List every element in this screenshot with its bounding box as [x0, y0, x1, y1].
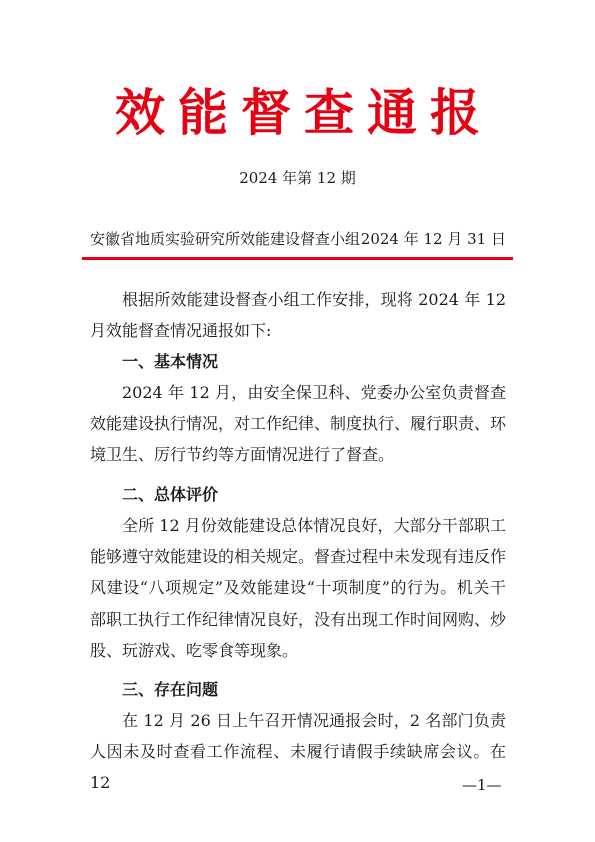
issuing-organization: 安徽省地质实验研究所效能建设督查小组 — [90, 230, 361, 248]
issue-number: 2024 年第 12 期 — [239, 169, 356, 187]
section-heading-evaluation: 二、总体评价 — [122, 485, 219, 504]
page-number: —1— — [462, 776, 502, 794]
masthead-title: 效能督查通报 — [115, 83, 493, 142]
section-text-evaluation: 全所 12 月份效能建设总体情况良好，大部分干部职工能够遵守效能建设的相关规定。督查过程中未发现有违反作风建设“八项规定”及效能建设“十项制度”的行为。机关干部职工执行工作纪律情况良好，没有出现工作时间网购、炒股、玩游戏、吃零食等现象。 — [90, 516, 507, 660]
issue-date: 2024 年 12 月 31 日 — [360, 230, 506, 248]
section-text-issues: 在 12 月 26 日上午召开情况通报会时，2 名部门负责人因未及时查看工作流程、未履行请假手续缺席会议。在 12 — [90, 711, 506, 793]
intro-paragraph: 根据所效能建设督查小组工作安排，现将 2024 年 12 月效能督查情况通报如下: — [90, 290, 506, 341]
section-text-basic: 2024 年 12 月，由安全保卫科、党委办公室负责督查效能建设执行情况，对工作纪律、制度执行、履行职责、环境卫生、厉行节约等方面情况进行了督查。 — [90, 383, 507, 465]
red-divider-line — [82, 257, 513, 260]
section-heading-issues: 三、存在问题 — [122, 680, 219, 699]
section-heading-basic: 一、基本情况 — [122, 352, 219, 371]
